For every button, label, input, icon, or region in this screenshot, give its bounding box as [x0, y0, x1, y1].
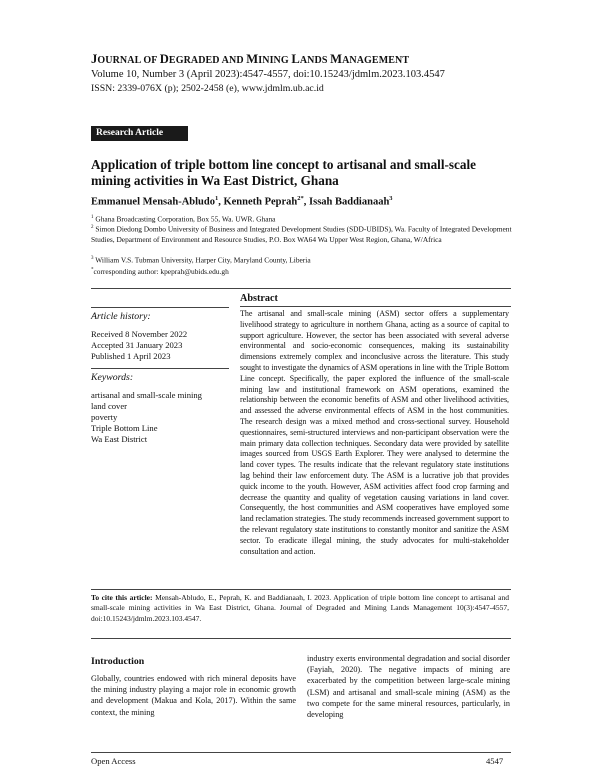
keywords-heading: Keywords:	[91, 372, 134, 383]
journal-title-part: M	[330, 52, 343, 66]
journal-title-part: ANDS	[299, 55, 331, 66]
keyword-item: artisanal and small-scale mining	[91, 390, 202, 400]
journal-title-part: M	[246, 52, 259, 66]
citation-label: To cite this article:	[91, 593, 153, 602]
keyword-item: land cover	[91, 401, 128, 411]
footer-divider	[91, 752, 511, 753]
introduction-heading: Introduction	[91, 656, 145, 667]
author-name[interactable]: Emmanuel Mensah-Abludo	[91, 196, 215, 208]
published-date: Published 1 April 2023	[91, 351, 171, 361]
author-list	[91, 195, 393, 208]
header-divider	[91, 288, 511, 289]
introduction-left-column: Globally, countries endowed with rich mineral deposits have the mining industry playing a major role in economic growth and development (Makua and Kola, 2017). Within the same context, the mining	[91, 674, 296, 717]
affiliation-number: 3	[91, 256, 94, 261]
author-name[interactable]: Issah Baddianaah	[309, 196, 390, 208]
journal-title-part: OURNAL OF	[97, 55, 160, 66]
article-history-heading: Article history:	[91, 311, 151, 322]
footer-page-number: 4547	[486, 756, 504, 766]
introduction-right-column: industry exerts environmental degradation and social disorder (Fayiah, 2020). The negative impacts of mining are exacerbated by the competition between large-scale mining (LSM) and artisanal and small-scale mining (ASM) as the two compete for the same mineral resources, particularly, in developing	[307, 654, 510, 720]
abstract-heading: Abstract	[240, 293, 278, 304]
journal-title	[91, 52, 409, 67]
paper-title: Application of triple bottom line concept to artisanal and small-scale mining activities in Wa East District, Ghana	[91, 157, 476, 188]
keywords-top-divider	[91, 368, 229, 369]
history-top-divider	[91, 307, 229, 308]
affiliation-text: William V.S. Tubman University, Harper City, Maryland County, Liberia	[95, 255, 311, 265]
journal-title-part: ANAGEMENT	[342, 55, 410, 66]
corresponding-mark: *	[91, 267, 94, 273]
affiliation-number: 1	[91, 215, 94, 220]
accepted-date: Accepted 31 January 2023	[91, 340, 183, 350]
journal-title-part: L	[291, 52, 300, 66]
affiliation-text: Ghana Broadcasting Corporation, Box 55, Wa. UWR. Ghana	[95, 214, 276, 224]
journal-title-part: INING	[258, 55, 292, 66]
keywords-box	[91, 372, 229, 445]
article-history-box	[91, 311, 229, 362]
keyword-item: Triple Bottom Line	[91, 423, 158, 433]
article-type-badge: Research Article	[91, 126, 188, 141]
journal-issn-line: ISSN: 2339-076X (p); 2502-2458 (e), www.jdmlm.ub.ac.id	[91, 83, 324, 94]
citation-bottom-divider	[91, 638, 511, 639]
affiliation-2	[91, 223, 521, 245]
keyword-item: poverty	[91, 412, 118, 422]
author-name[interactable]: Kenneth Peprah	[223, 196, 298, 208]
corresponding-author	[91, 267, 229, 276]
journal-title-part: J	[91, 52, 98, 66]
corresponding-email[interactable]: corresponding author: kpeprah@ubids.edu.gh	[93, 267, 229, 276]
abstract-bottom-divider	[91, 589, 511, 590]
journal-title-part: D	[159, 52, 169, 66]
author-affil-mark: 2*	[297, 195, 304, 202]
author-affil-mark: 3	[389, 195, 393, 202]
author-affil-mark: 1	[214, 195, 219, 202]
footer-open-access: Open Access	[91, 756, 136, 766]
received-date: Received 8 November 2022	[91, 329, 188, 339]
abstract-heading-divider	[240, 306, 511, 307]
affiliation-text: Simon Diedong Dombo University of Business and Integrated Development Studies (SDD-UBIDS), Wa. Faculty of Integrated Development Studies, Department of Environment and Resource Studies, P.O. Box WA64 Wa Upper West Region, Ghana, W/Africa	[91, 224, 512, 244]
citation-block	[91, 593, 509, 624]
affiliation-number: 2	[91, 225, 94, 230]
keyword-item: Wa East District	[91, 434, 148, 444]
journal-volume-line: Volume 10, Number 3 (April 2023):4547-4557, doi:10.15243/jdmlm.2023.103.4547	[91, 69, 445, 80]
journal-title-part: EGRADED AND	[168, 55, 247, 66]
author-separator: ,	[303, 196, 310, 208]
abstract-text: The artisanal and small-scale mining (ASM) sector offers a supplementary livelihood strategy to agriculture in northern Ghana, acting as a source of capital to support agriculture. However, the sector has been associated with several adverse environmental and socio-economic consequences, making its sustainability dimensions extremely complex and inconclusive across the literature. This study sought to investigate the dynamics of ASM operations in line with the Triple Bottom Line concept. Specifically, the paper explored the influence of the small-scale mining law and institutional framework on ASM operations, examined the relationship between the economic benefits of ASM and other livelihood activities, and assessed the adverse environmental effects of ASM in the host communities. The research design was a mixed method and cross-sectional survey. Household questionnaires, semi-structured interviews and non-participant observation were the main primary data collection techniques. Secondary data were provided by satellite images sourced from USGS Earth Explorer. They were analysed to determine the land cover types. The results indicate that the relevant regulatory state institutions lag behind their law enforcement duty. The ASM is a lucrative job that provides quick income to the youth. However, ASM activities affect food crop farming and decrease the quantity and quality of vegetation causing variations in land cover. Consequently, the host communities and ASM cooperatives have employed some land reclamation strategies. The study recommends increased government support to the relevant regulatory state institutions to constantly monitor and sanitize the ASM sector. To eradicate illegal mining, the study advocates for multi-stakeholder consultation and action.	[240, 309, 509, 556]
author-separator: ,	[218, 196, 224, 208]
affiliation-3	[91, 254, 521, 266]
citation-text: Mensah-Abludo, E., Peprah, K. and Baddianaah, I. 2023. Application of triple bottom line concept to artisanal and small-scale mining activities in Wa East District, Ghana. Journal of Degraded and Mining Lands Management 10(3):4547-4557, doi:10.15243/jdmlm.2023.103.4547.	[91, 593, 510, 623]
